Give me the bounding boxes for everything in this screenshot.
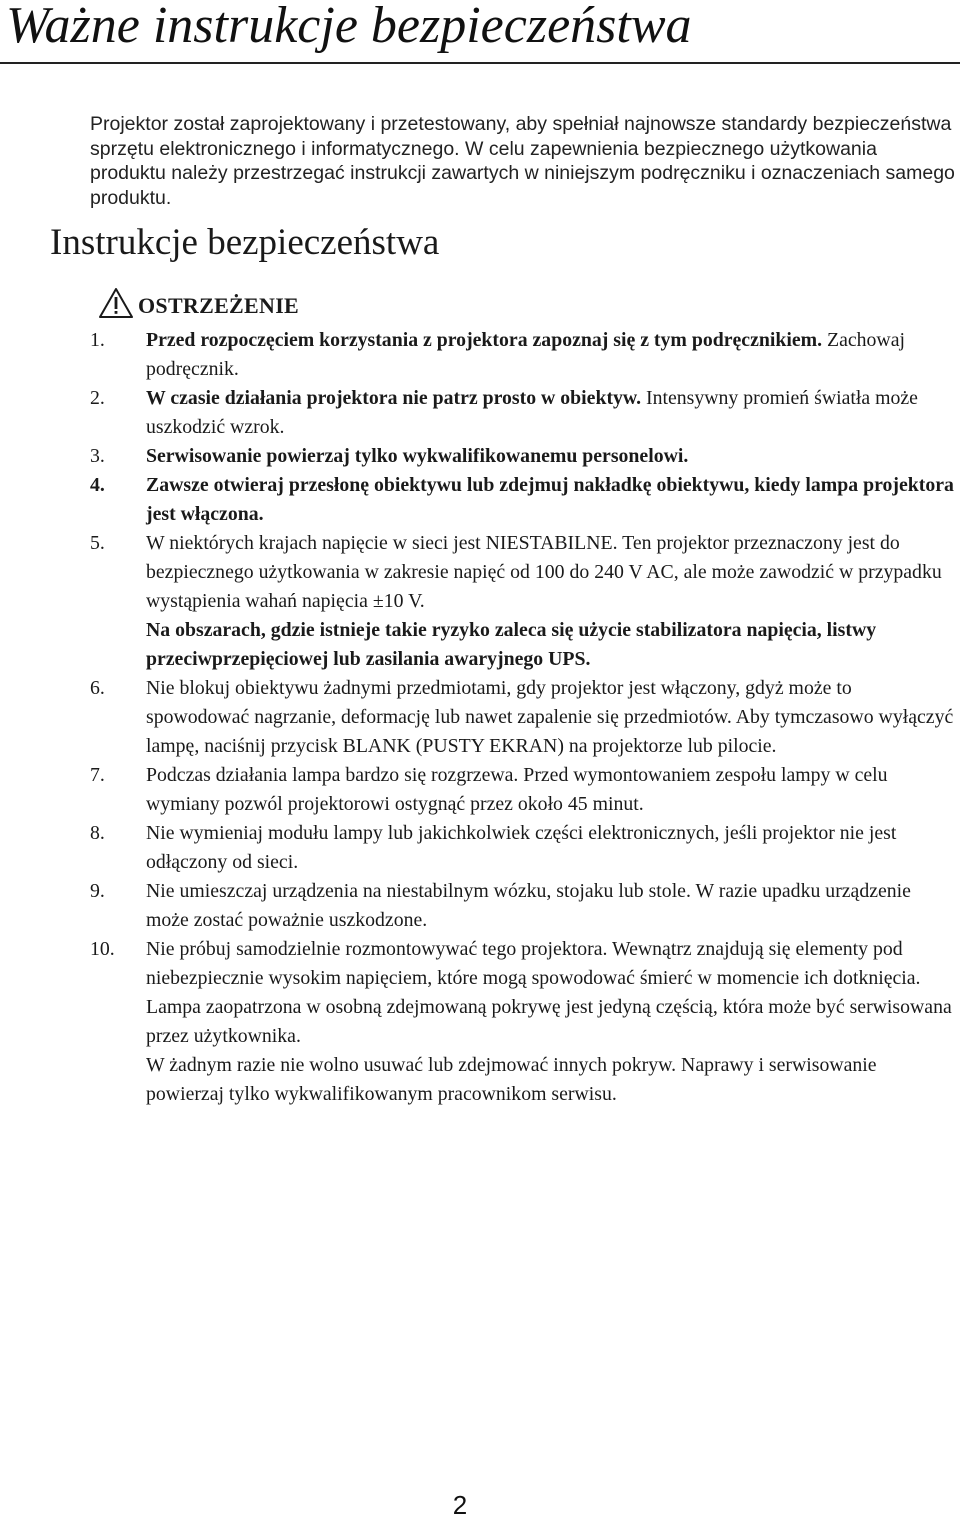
item-text: W niektórych krajach napięcie w sieci jest NIESTABILNE. Ten projektor przeznaczony jest do bezpiecznego użytkowania w zakresie napięć od 100 do 240 V AC, ale może zawodzić w przypadku wystąpienia wahań napięcia ±10 V.	[146, 532, 942, 612]
safety-instructions-list	[90, 326, 958, 1109]
item-bold-text: Zawsze otwieraj przesłonę obiektywu lub zdejmuj nakładkę obiektywu, kiedy lampa projektora jest włączona.	[146, 474, 954, 525]
item-number: 7.	[90, 764, 105, 786]
page-number: 2	[452, 1490, 468, 1520]
item-number: 8.	[90, 822, 105, 844]
warning-header	[98, 284, 299, 322]
item-bold-text: W czasie działania projektora nie patrz prosto w obiektyw.	[146, 387, 642, 409]
list-item	[90, 529, 958, 674]
warning-triangle-icon	[98, 287, 134, 319]
item-number: 4.	[90, 474, 105, 496]
item-number: 1.	[90, 329, 105, 351]
list-item	[90, 935, 958, 1109]
page-title: Ważne instrukcje bezpieczeństwa	[6, 0, 692, 54]
item-number: 9.	[90, 880, 105, 902]
list-item	[90, 761, 958, 819]
list-item	[90, 819, 958, 877]
section-heading: Instrukcje bezpieczeństwa	[50, 222, 440, 263]
item-text: Podczas działania lampa bardzo się rozgrzewa. Przed wymontowaniem zespołu lampy w celu wymiany pozwól projektorowi ostygnąć przez około 45 minut.	[146, 764, 888, 815]
item-text: Zachowaj podręcznik.	[146, 329, 905, 380]
item-text: Intensywny promień światła może uszkodzić wzrok.	[146, 387, 918, 438]
item-body	[146, 326, 958, 384]
title-rule	[0, 62, 960, 64]
item-text: Nie próbuj samodzielnie rozmontowywać tego projektora. Wewnątrz znajdują się elementy pod niebezpiecznie wysokim napięciem, które mogą spowodować śmierć w momencie ich dotknięcia. Lampa zaopatrzona w osobną zdejmowaną pokrywę jest jedyną częścią, która może być serwisowana przez użytkownika.	[146, 938, 952, 1047]
item-number: 10.	[90, 938, 115, 960]
item-body	[146, 384, 958, 442]
item-text: Nie umieszczaj urządzenia na niestabilnym wózku, stojaku lub stole. W razie upadku urządzenie może zostać poważnie uszkodzone.	[146, 880, 911, 931]
item-number: 3.	[90, 445, 105, 467]
item-bold-text: Serwisowanie powierzaj tylko wykwalifikowanemu personelowi.	[146, 445, 689, 467]
intro-paragraph: Projektor został zaprojektowany i przetestowany, aby spełniał najnowsze standardy bezpieczeństwa sprzętu elektronicznego i informatycznego. W celu zapewnienia bezpiecznego użytkowania produktu należy przestrzegać instrukcji zawartych w niniejszym podręczniku i oznaczeniach samego produktu.	[90, 113, 955, 209]
item-body	[146, 529, 958, 674]
item-body	[146, 471, 958, 529]
item-number: 2.	[90, 387, 105, 409]
list-item	[90, 442, 958, 471]
item-body	[146, 935, 958, 1109]
item-bold-text: Na obszarach, gdzie istnieje takie ryzyko zaleca się użycie stabilizatora napięcia, listwy przeciwprzepięciowej lub zasilania awaryjnego UPS.	[146, 619, 877, 670]
list-item	[90, 674, 958, 761]
item-text: Nie wymieniaj modułu lampy lub jakichkolwiek części elektronicznych, jeśli projektor nie jest odłączony od sieci.	[146, 822, 897, 873]
item-number: 6.	[90, 677, 105, 699]
list-item	[90, 471, 958, 529]
list-item	[90, 326, 958, 384]
list-item	[90, 877, 958, 935]
list-item	[90, 384, 958, 442]
item-number: 5.	[90, 532, 105, 554]
item-text-continued: W żadnym razie nie wolno usuwać lub zdejmować innych pokryw. Naprawy i serwisowanie powierzaj tylko wykwalifikowanym pracownikom serwisu.	[146, 1054, 877, 1105]
warning-label: OSTRZEŻENIE	[138, 293, 300, 318]
item-body	[146, 442, 958, 471]
item-text: Nie blokuj obiektywu żadnymi przedmiotami, gdy projektor jest włączony, gdyż może to spowodować nagrzanie, deformację lub nawet zapalenie się przedmiotów. Aby tymczasowo wyłączyć lampę, naciśnij przycisk BLANK (PUSTY EKRAN) na projektorze lub pilocie.	[146, 677, 954, 757]
item-bold-text: Przed rozpoczęciem korzystania z projektora zapoznaj się z tym podręcznikiem.	[146, 329, 823, 351]
